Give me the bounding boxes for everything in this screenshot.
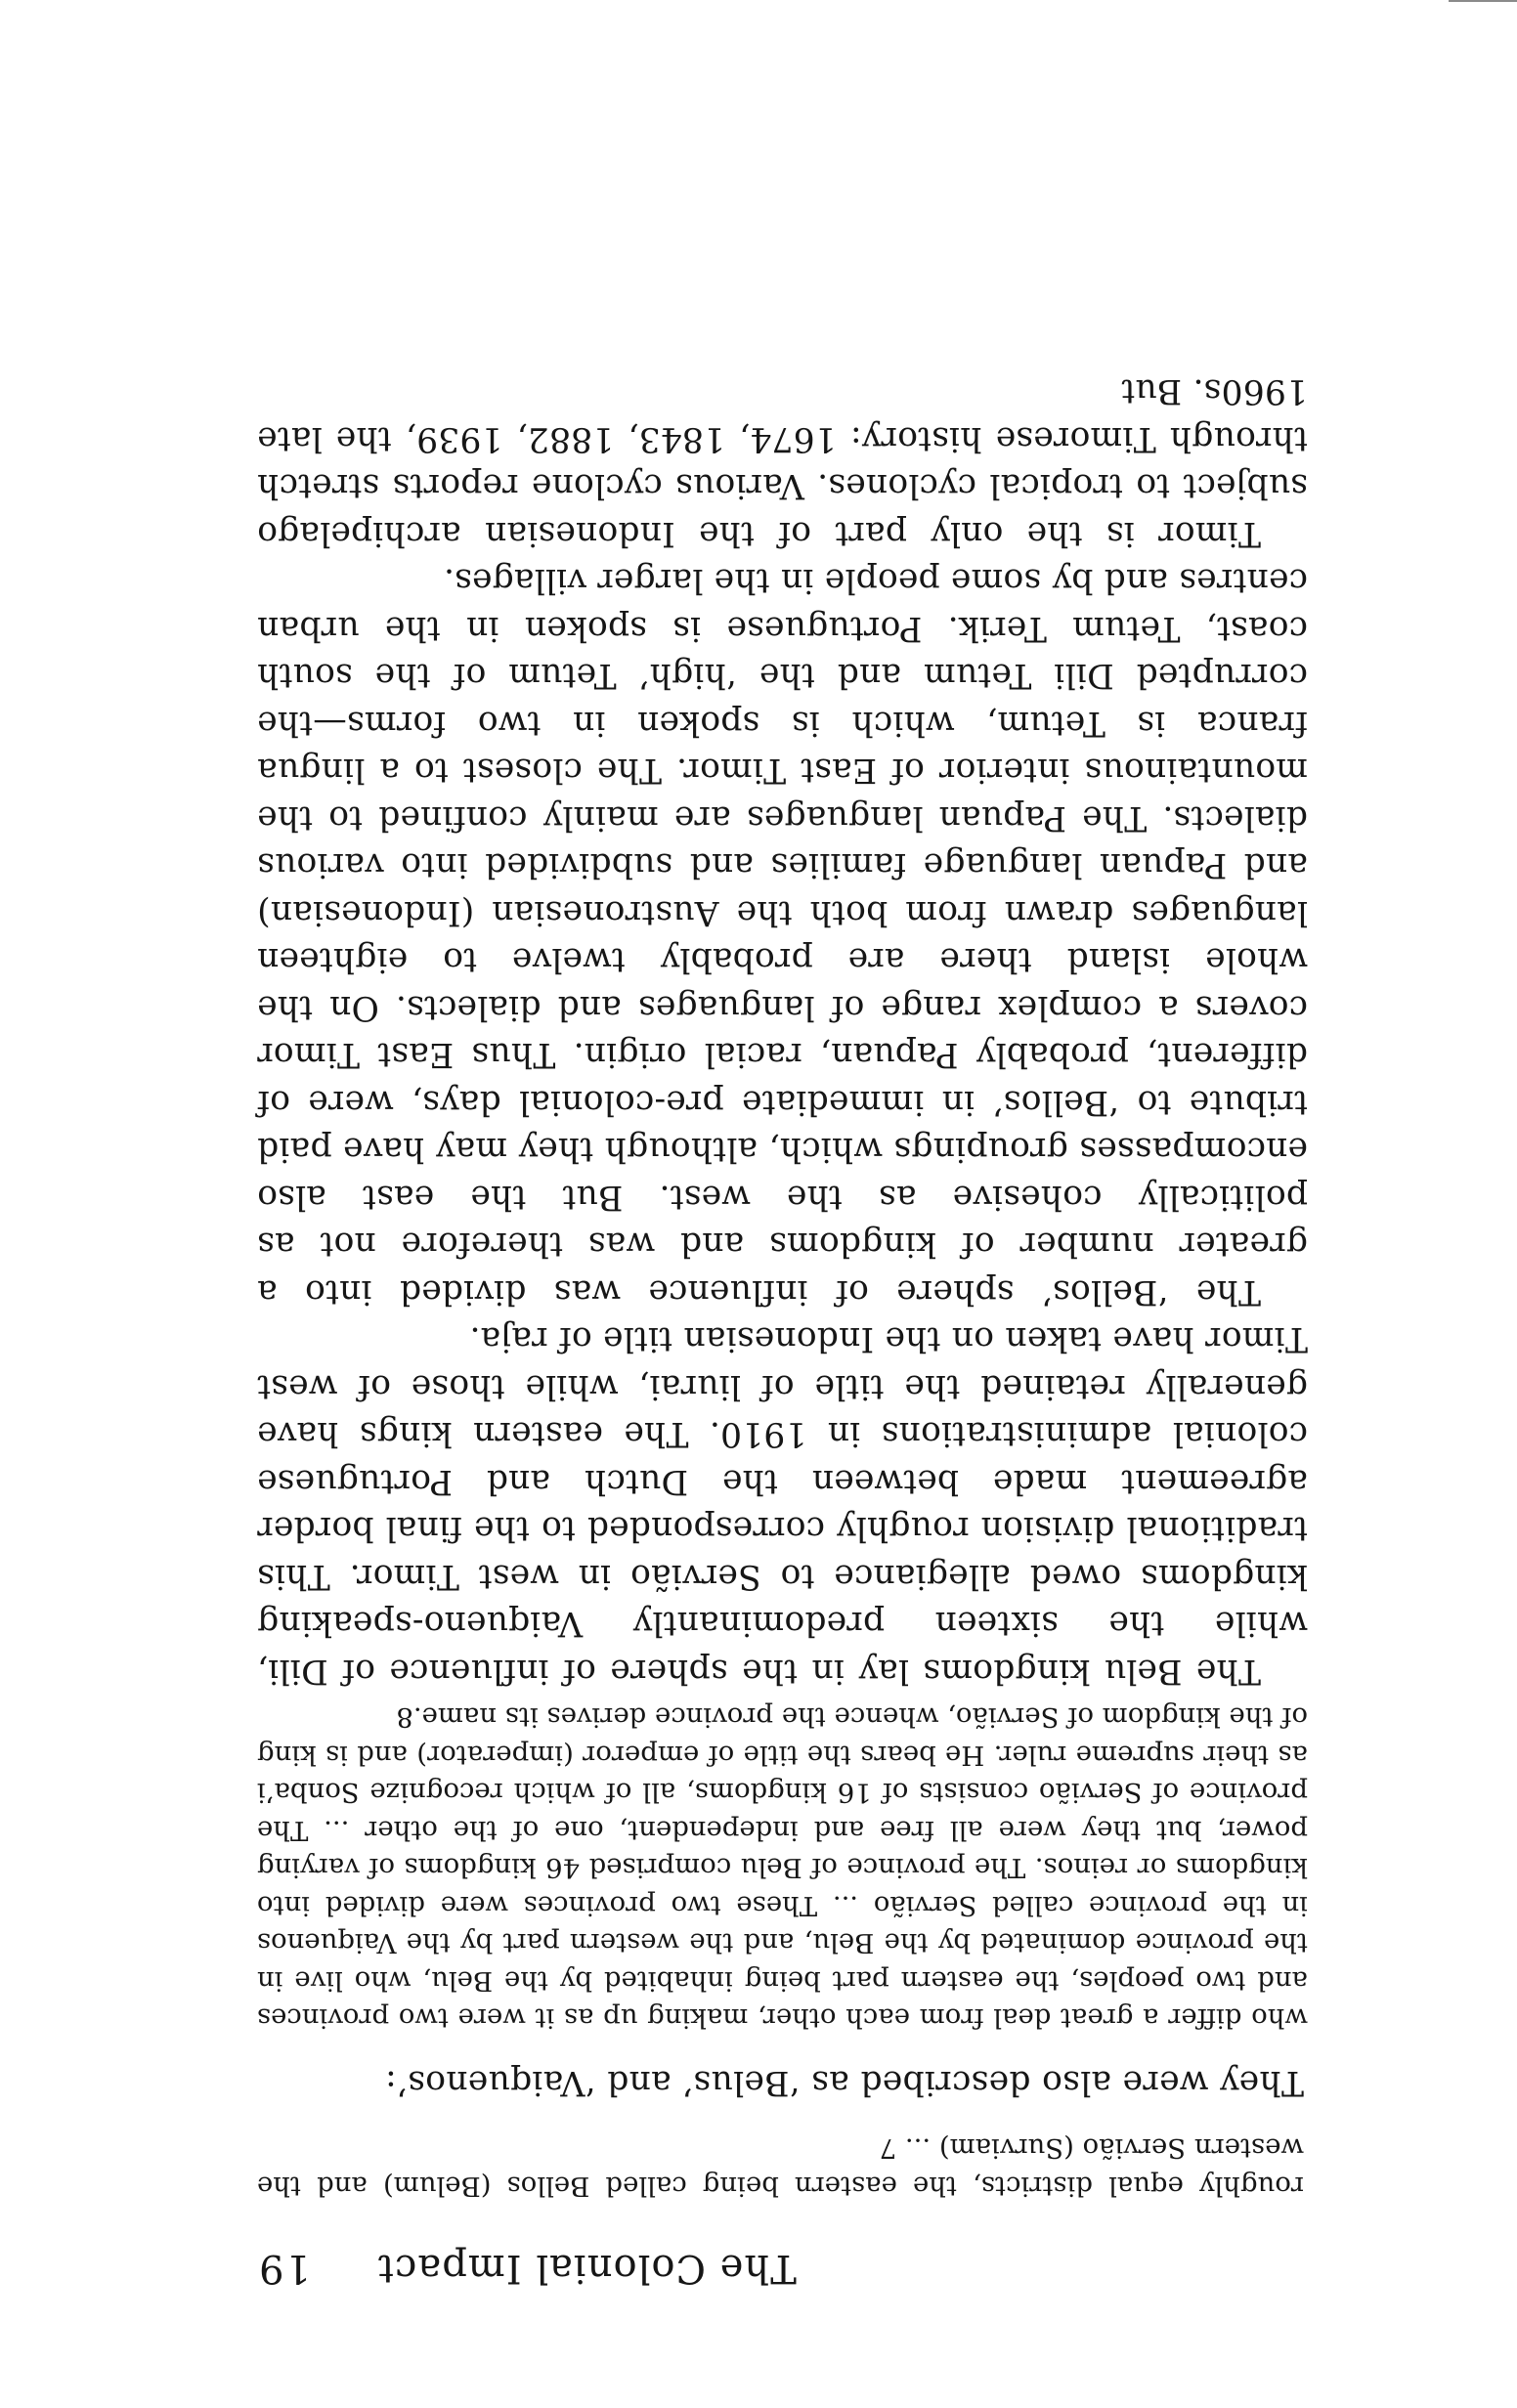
running-head (257, 2244, 1308, 2293)
intro-line: They were also described as ‘Belus’ and ‘Vaiquenos’: (384, 2063, 1304, 2102)
page-number: 19 (257, 2246, 311, 2291)
paragraph-2: The ‘Bellos’ sphere of influence was divided into a greater number of kingdoms and was therefore not as politically cohesive as the west. But the east also encompasses groupings which, although they may have paid tribute to ‘Bellos’ in immediate pre-colonial days, were of different, probably Papuan, racial origin. Thus East Timor covers a complex range of languages and dialects. On the whole island there are probably twelve to eighteen languages drawn from both the Austronesian (Indonesian) and Papuan language families and subdivided into various dialects. The Papuan languages are mainly confined to the mountainous interior of East Timor. The closest to a lingua franca is Tetum, which is spoken in two forms—the corrupted Dili Tetum and the ‘high’ Tetum of the south coast, Tetum Terik. Portuguese is spoken in the urban centres and by some people in the larger villages. (257, 561, 1308, 1312)
text-block (257, 367, 1308, 2293)
running-head-title: The Colonial Impact (376, 2246, 797, 2291)
paragraph-1: The Belu kingdoms lay in the sphere of influence of Dili, while the sixteen predominantly Vaiqueno-speaking kingdoms owed allegiance to Servião in west Timor. This traditional division roughly corresponded to the final border agreement made between the Dutch and Portuguese colonial administrations in 1910. The eastern kings have generally retained the title of liurai, while those of west Timor have taken on the Indonesian title of raja. (257, 1319, 1308, 1691)
block-quote-1: roughly equal districts, the eastern being called Bellos (Belum) and the western Servião (Surviam) ... 7 (257, 2132, 1304, 2202)
block-quote-2: who differ a great deal from each other, making up as it were two provinces and two peoples, the eastern part being inhabited by the Belu, who live in the province dominated by the Belu, and the western part by the Vaiquenos in the province called Servião ... These two provinces were divided into kingdoms or reinos. The province of Belu comprised 46 kingdoms of varying power, but they were all free and independent, one of the other ... The province of Servião consists of 16 kingdoms, all of which recognize Sonba’i as their supreme ruler. He bears the title of emperor (imperator) and is king of the kingdom of Servião, whence the province derives its name.8 (257, 1701, 1308, 2035)
paragraph-3: Timor is the only part of the Indonesian archipelago subject to tropical cyclones. Various cyclone reports stretch through Timorese history: 1674, 1843, 1882, 1939, the late 1960s. But (257, 371, 1308, 553)
